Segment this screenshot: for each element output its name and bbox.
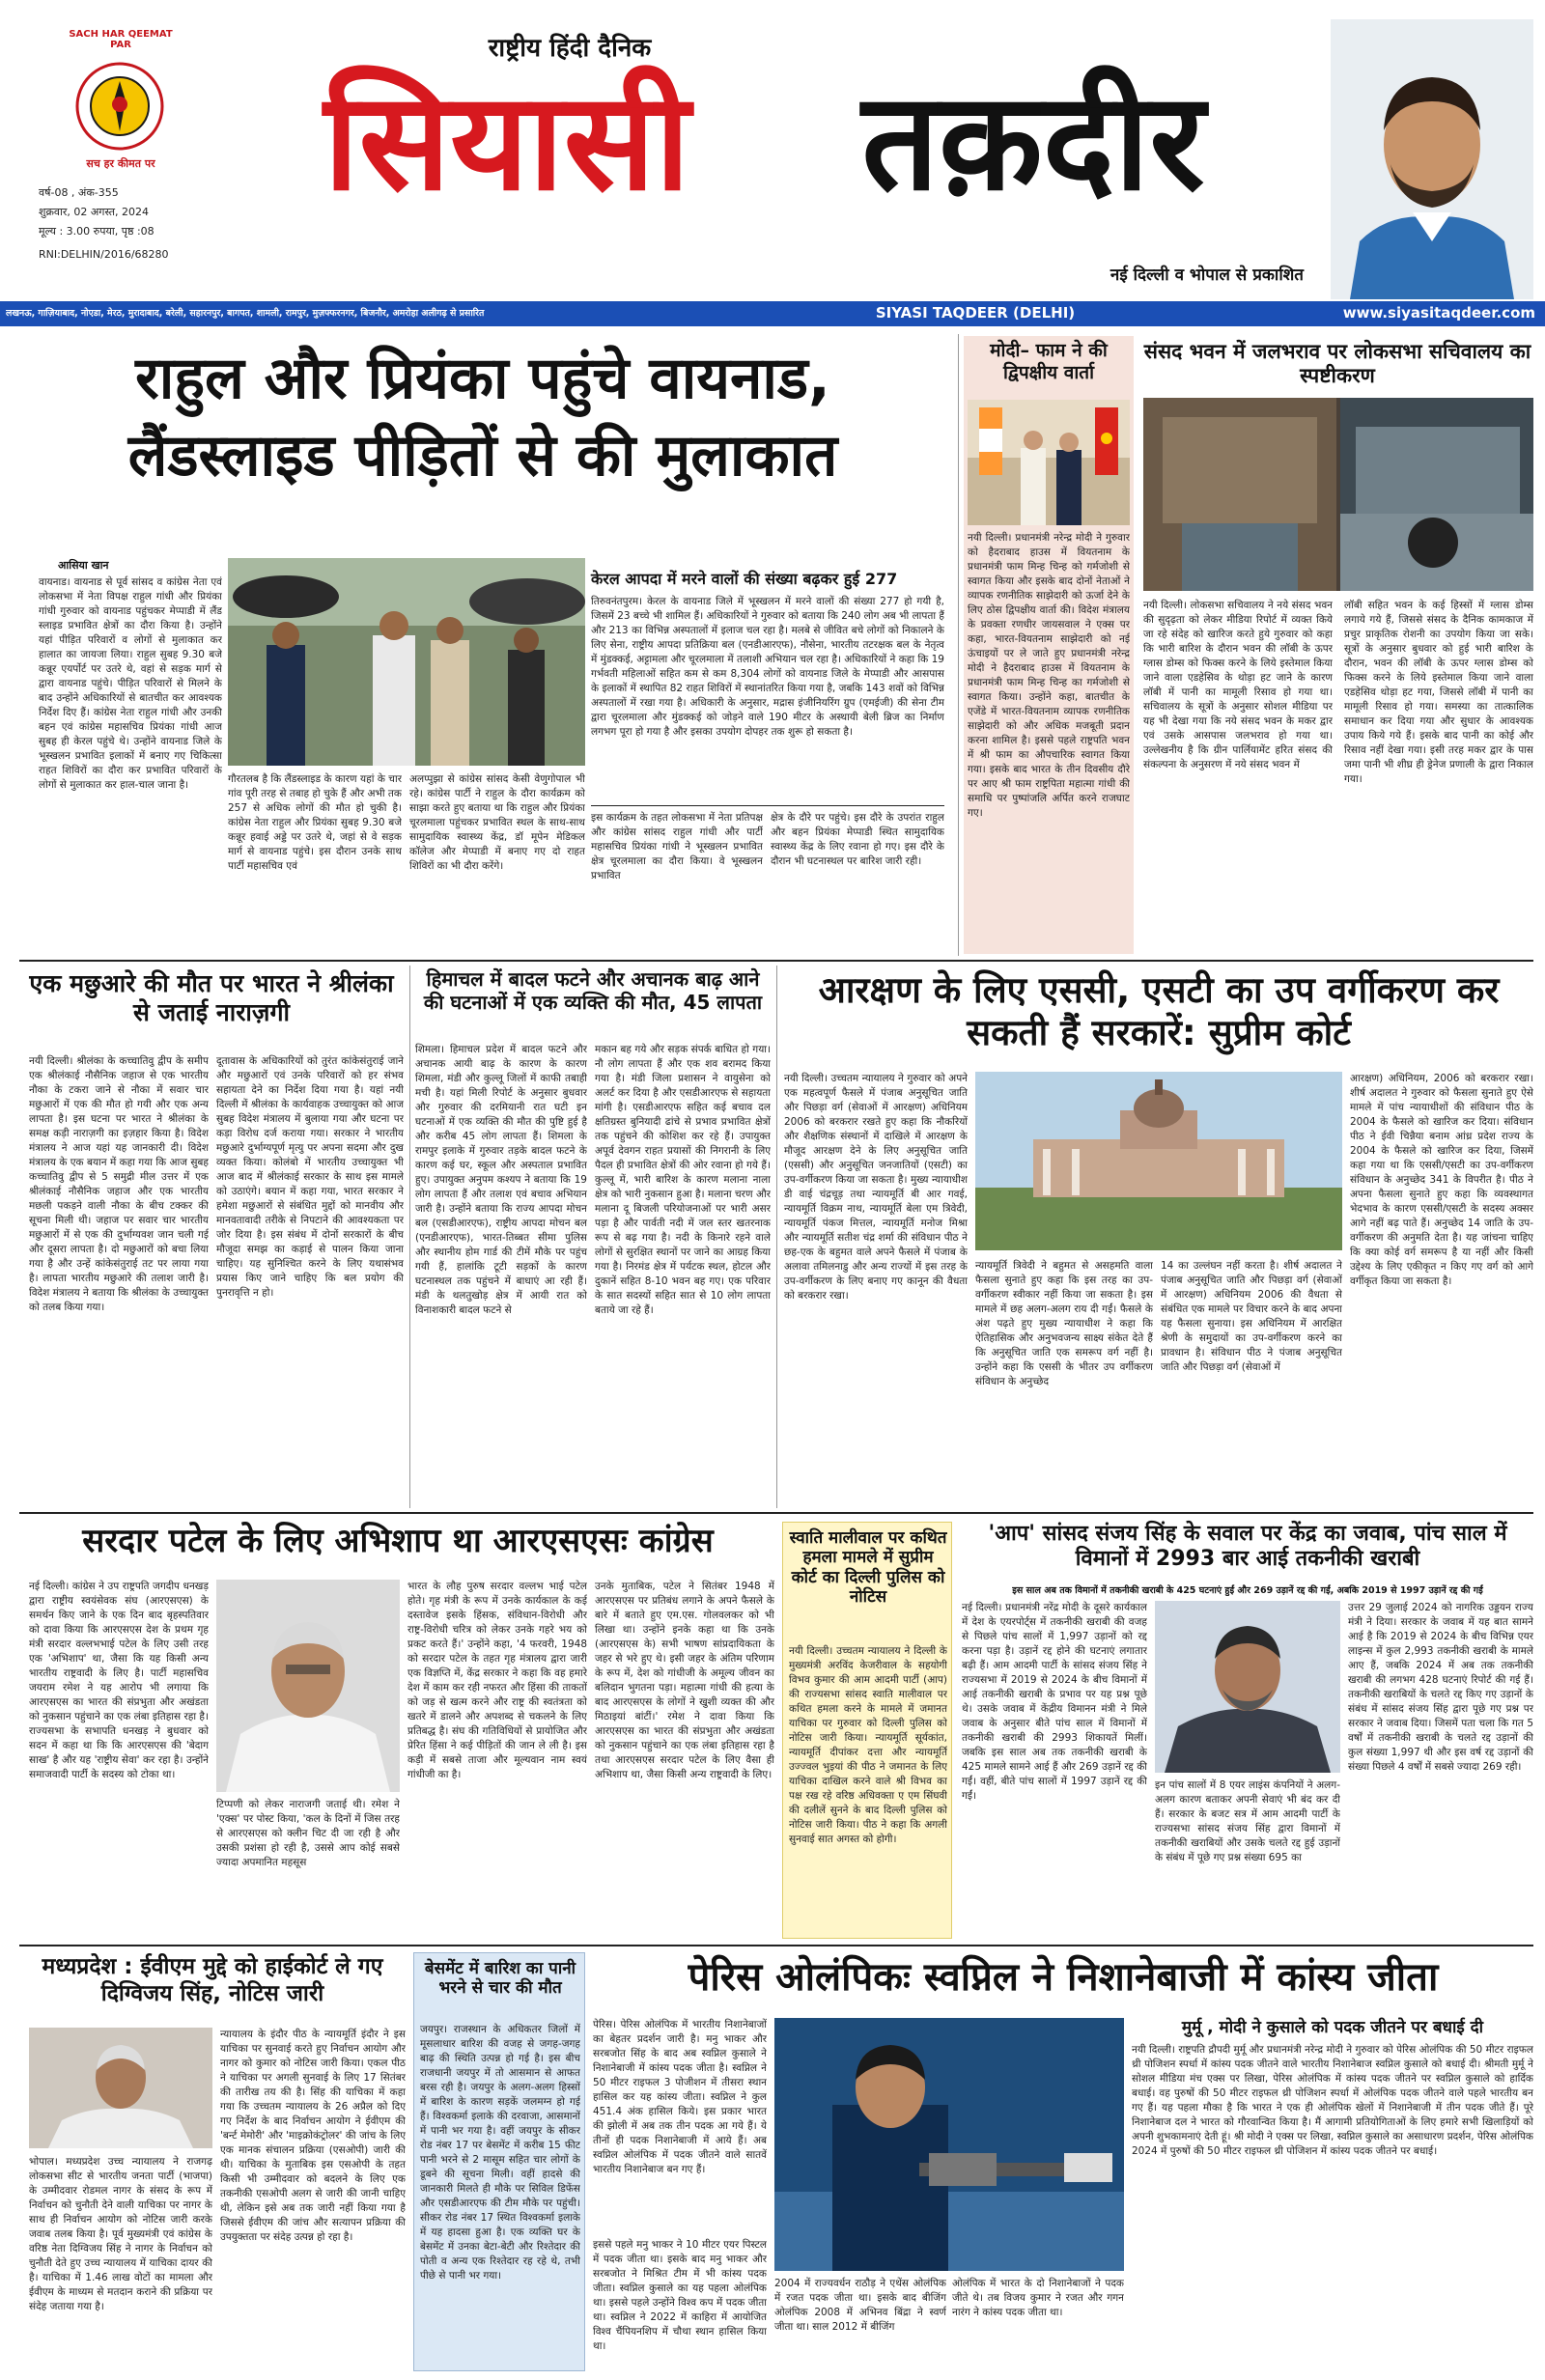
modi-photo (968, 400, 1130, 525)
basement-text: जयपुर। राजस्थान के अधिकतर जिलों में मूसलाधार बारिश की वजह से जगह-जगह बाढ़ की स्थिति उत्पन्न हो गई है। इस बीच राजधानी जयपुर में तो आसमान से आफत बरस रही है। जयपुर के अलग-अलग हिस्सों में बारिश के कारण सड़कें जलमग्न हो गई हैं। विश्वकर्मा इलाके की दरवाजा, आसमानों में पानी भर गया है। वहीं जयपुर के सीकर रोड नंबर 17 पर बेसमेंट में करीब 15 फीट पानी भरने से 2 मासूम सहित चार लोगों के डूबने की सूचना मिली। वहीं हादसे की जानकारी मिलते ही मौके पर सिविल डिफेंस और एसडीआरएफ की टीम मौके पर पहुंची। सीकर रोड नंबर 17 स्थित विश्वकर्मा इलाके में यह हादसा हुआ है। एक व्यक्ति घर के बेसमेंट में उनका बेटा-बेटी और रिश्तेदार की पोती व अन्य एक रिश्तेदार रह रहे थे, तभी पीछे से पानी भर गया। (420, 2024, 580, 2282)
mp-column-2: न्यायालय के इंदौर पीठ के न्यायमूर्ति इंदौर ने इस याचिका पर सुनवाई करते हुए निर्वाचन आयोग और नागर को कुमार को नोटिस जारी किया। एकल पीठ ने याचिका पर अगली सुनवाई के लिए 17 सितंबर की तारीख तय की है। सिंह की याचिका में कहा गया कि उच्चतम न्यायालय के 26 अप्रैल को दिए गए निर्देश के बाद निर्वाचन आयोग ने ईवीएम की 'बर्न्ट मेमोरी' और 'माइक्रोकंट्रोलर' की जांच के लिए एक मानक संचालन प्रक्रिया (एसओपी) जारी की थी। याचिका के मुताबिक इस एसओपी के तहत किसी भी उम्मीदवार को बदलने के लिए एक तकनीकी एसओपी अलग से जारी की जानी चाहिए थी, लेकिन इसे अब तक जारी नहीं किया गया है जिससे ईवीएम की जांच और सत्यापन प्रक्रिया की उपयुक्तता पर संदेह उत्पन्न हो रहा है। (220, 2029, 406, 2243)
cities-list: लखनऊ, गाज़ियाबाद, नोएडा, मेरठ, मुरादाबाद, बरेली, सहारनपुर, बागपत, शामली, रामपुर, मुज़फ्फरनगर, बिजनौर, अमरोहा अलीगढ़ से प्रसारित (6, 308, 485, 319)
rni-number: RNI:DELHIN/2016/68280 (39, 248, 169, 261)
issue-number: वर्ष-08 , अंक-355 (39, 186, 119, 199)
section-divider (19, 1945, 1533, 1946)
srilanka-column-2: दूतावास के अधिकारियों को तुरंत कांकेसंतुराई जाने और मछुआरों एवं उनके परिवारों को हर संभव सहायता देने का निर्देश दिया गया है। यहां नयी दिल्ली में श्रीलंका के कार्यवाहक उच्चायुक्त को आज सुबह विदेश मंत्रालय में बुलाया गया और घटना पर कड़ा विरोध दर्ज कराया गया। सरकार ने भारतीय मछुआरे दुर्भाग्यपूर्ण मृत्यु पर अपना सदमा और दुख व्यक्त किया। कोलंबो में भारतीय उच्चायुक्त भी आज बाद में श्रीलंकाई सरकार के साथ इस मामले को उठाएंगे। बयान में कहा गया, भारत सरकार ने हमेशा मछुआरों से संबंधित मुद्दों को मानवीय और मानवतावादी तरीके से निपटाने की आवश्यकता पर जोर दिया है। इस संबंध में दोनों सरकारों के बीच मौजूदा समझ का कड़ाई से पालन किया जाना चाहिए। यह सुनिश्चित करने के लिए यथासंभव प्रयास किए जाने चाहिए कि बल प्रयोग की पुनरावृत्ति न हो। (216, 1055, 404, 1299)
reservation-column-1: नयी दिल्ली। उच्चतम न्यायालय ने गुरुवार को अपने एक महत्वपूर्ण फैसले में पंजाब अनुसूचित जाति और पिछड़ा वर्ग (सेवाओं में आरक्षण) अधिनियम 2006 को बरकरार रखते हुए कहा कि नौकरियों और शैक्षणिक संस्थानों में दाखिले में आरक्षण के मौजूद आरक्षण देने के लिए अनुसूचित जाति (एससी) और अनुसूचित जनजातियों (एसटी) का उप-वर्गीकरण किया जा सकता है। मुख्य न्यायाधीश डी वाई चंद्रचूड़ तथा न्यायमूर्ति बी आर गवई, न्यायमूर्ति विक्रम नाथ, न्यायमूर्ति बेला एम त्रिवेदी, न्यायमूर्ति पंकज मित्तल, न्यायमूर्ति मनोज मिश्रा और न्यायमूर्ति सतीश चंद्र शर्मा की संविधान पीठ ने छह-एक के बहुमत वाले अपने फैसले में पंजाब के अलावा तमिलनाडु और अन्य राज्यों में इस तरह के उप-वर्गीकरण के लिए बनाए गए कानून की वैधता को बरकरार रखा। (784, 1073, 968, 1302)
masthead-tagline: नई दिल्ली व भोपाल से प्रकाशित (1110, 266, 1304, 285)
section-divider (19, 1512, 1533, 1514)
section-divider (19, 960, 1533, 962)
issue-price: मूल्य : 3.00 रुपया, पृष्ठ :08 (39, 225, 154, 238)
patel-column-1: नई दिल्ली। कांग्रेस ने उप राष्ट्रपति जगदीप धनखड़ द्वारा राष्ट्रीय स्वयंसेवक संघ (आरएसएस) के समर्थन किए जाने के एक दिन बाद बृहस्पतिवार को दावा किया कि आरएसएस देश के प्रथम गृह मंत्री सरदार वल्लभभाई पटेल के लिए उसी तरह एक 'अभिशाप' था, जैसा कि यह किसी अन्य भारतीय राष्ट्रवादी के लिए है। पार्टी महासचिव जयराम रमेश ने यह आरोप भी लगाया कि आरएसएस का भारत की संप्रभुता और अखंडता को नुकसान पहुंचाने का एक लंबा इतिहास रहा है। राज्यसभा के सभापति धनखड़ ने बुधवार को सदन में कहा था कि कि आरएसएस की 'बेदाग साख' है और यह 'राष्ट्रीय सेवा' कर रहा है। उन्होंने समाजवादी पार्टी के सदस्य को टोका था। (29, 1581, 209, 1780)
lead-headline-1: राहुल और प्रियंका पहुंचे वायनाड, (135, 345, 830, 412)
paris-column-2: इससे पहले मनु भाकर ने 10 मीटर एयर पिस्टल में पदक जीता था। इसके बाद मनु भाकर और सरबजोत ने मिश्रित टीम में भी कांस्य पदक जीता। स्वप्निल कुसाले का यह पहला ओलंपिक था। इससे पहले उन्होंने विश्व कप में पदक जीता था। स्वप्निल ने 2022 में काहिरा में आयोजित विश्व चैंपियनशिप में चौथा स्थान हासिल किया था। (593, 2239, 767, 2352)
reservation-column-3: न्यायमूर्ति त्रिवेदी ने बहुमत से असहमति वाला फैसला सुनाते हुए कहा कि इस तरह का उप-वर्गीकरण स्वीकार नहीं किया जा सकता है। इस मामले में छह अलग-अलग राय दी गईं। फैसले के अंश पढ़ते हुए मुख्य न्यायाधीश ने कहा कि ऐतिहासिक और अनुभवजन्य साक्ष्य संकेत देते हैं कि अनुसूचित जाति एक समरूप वर्ग नहीं है। उन्होंने कहा कि एससी के भीतर उप वर्गीकरण संविधान के अनुच्छेद (975, 1260, 1153, 1387)
paris-sub-text: नयी दिल्ली। राष्ट्रपति द्रौपदी मुर्मू और प्रधानमंत्री नरेन्द्र मोदी ने गुरुवार को पेरिस ओलंपिक की 50 मीटर राइफल थ्री पोजिशन स्पर्धा में कांस्य पदक जीतने वाले भारतीय निशानेबाज स्वप्निल कुसाले को बधाई दी। श्रीमती मुर्मू ने सोशल मीडिया मंच एक्स पर लिखा, पेरिस ओलंपिक में कांस्य पदक जीतने पर स्वप्निल कुसाले को हार्दिक बधाई। वह पुरुषों की 50 मीटर राइफल थ्री पोजिशन स्पर्धा में ओलंपिक पदक जीतने वाले पहले भारतीय बन गए हैं। यह पहला मौका है कि भारत ने एक ही ओलंपिक खेलों में निशानेबाजी में तीन पदक जीते हैं। पूरे निशानेबाज दल ने भारत को गौरवान्वित किया है। मैं आगामी प्रतियोगिताओं के लिए हमारे सभी खिलाड़ियों को अपनी शुभकामनाएं देती हूं। श्री मोदी ने एक्स पर लिखा, स्वप्निल कुसाले का असाधारण प्रदर्शन, पेरिस ओलंपिक 2024 में पुरुषों की 50 मीटर राइफल थ्री पोजिशन में कांस्य पदक जीतने पर बधाई। (1132, 2044, 1533, 2157)
logo-top-text: SACH HAR QEEMAT PAR (69, 29, 173, 50)
reservation-column-4: 14 का उल्लंघन नहीं करता है। शीर्ष अदालत ने पंजाब अनुसूचित जाति और पिछड़ा वर्ग (सेवाओं में आरक्षण) अधिनियम 2006 की वैधता से संबंधित एक मामले पर विचार करने के बाद अपना यह फैसला सुनाया। इस अधिनियम में आरक्षित श्रेणी के समुदायों का उप-वर्गीकरण करने का प्रावधान है। संविधान पीठ ने पंजाब अनुसूचित जाति और पिछड़ा वर्ग (सेवाओं में (1161, 1260, 1342, 1373)
himachal-headline: हिमाचल में बादल फटने और अचानक बाढ़ आने की घटनाओं में एक व्यक्ति की मौत, 45 लापता (423, 967, 763, 1014)
column-divider (776, 966, 777, 1508)
mp-headline: मध्यप्रदेश : ईवीएम मुद्दे को हाईकोर्ट ले गए दिग्विजय सिंह, नोटिस जारी (42, 1954, 383, 2006)
basement-box (413, 1952, 585, 2371)
lead-sub-divider (591, 805, 944, 806)
patel-column-3: भारत के लौह पुरुष सरदार वल्लभ भाई पटेल होते। गृह मंत्री के रूप में उनके कार्यकाल के कई दस्तावेज इसके हिंसक, संविधान-विरोधी और राष्ट्र-विरोधी चरित्र को लेकर उनके गहरे भय को प्रकट करते हैं।' उन्होंने कहा, '4 फरवरी, 1948 को सरदार पटेल के तहत गृह मंत्रालय द्वारा जारी एक विज्ञप्ति में, केंद्र सरकार ने कहा कि वह हमारे देश में काम कर रही नफरत और हिंसा की ताकतों को जड़ से खत्म करने और राष्ट्र की स्वतंत्रता को खतरे में डालने और अपशब्द से चकलने के लिए प्रतिबद्ध है। संघ की गतिविधियों से प्रायोजित और प्रेरित हिंसा ने कई पीड़ितों की जान ले ली है। इस कड़ी में सबसे ताजा और मूल्यवान नाम स्वयं गांधीजी का है। (407, 1581, 587, 1780)
aap-subhead: इस साल अब तक विमानों में तकनीकी खराबी के 425 घटनाएं हुईं और 269 उड़ानें रद्द की गईं, अबकि 2019 से 1997 उड़ानें रद्द की गईं (1012, 1585, 1483, 1596)
patel-column-2: टिप्पणी को लेकर नाराजगी जताई थी। रमेश ने 'एक्स' पर पोस्ट किया, 'कल के दिनों में जिस तरह से आरएसएस को क्लीन चिट दी जा रही है और उसकी प्रशंसा हो रही है, उससे आप कोई सबसे ज्यादा अपमानित महसूस (216, 1799, 400, 1868)
lead-column-1: वायनाड। वायनाड से पूर्व सांसद व कांग्रेस नेता एवं लोकसभा में नेता विपक्ष राहुल गांधी और प्रियंका गांधी गुरुवार को वायनाड पहुंचकर मेप्पाडी में लैंड स्लाइड प्रभावित क्षेत्रों का दौरा किया है। उन्होंने यहां पीड़ित परिवारों व लोगों से मुलाकात कर हालात का जायजा लिया। राहुल सुबह 9.30 बजे कन्नूर एयर्पोर्ट पर उतरे थे, वहां से सड़क मार्ग से द्वारा वायनाड पहुंचे। पीड़ित परिवारों से मिलने के बाद उन्होंने अधिकारियों से बातचीत कर आवश्यक निर्देश दिए हैं। कांग्रेस नेता राहुल गांधी और उनकी बहन एवं कांग्रेस महासचिव प्रियंका गांधी आज सुबह ही केरल पहुंचे थे। उन्होंने वायनाड जिले के भूस्खलन प्रभावित इलाकों में बनाए गए चिकित्सा राहत शिविरों का दौरा कर प्रभावित परिवारों के लोगों से मुलाकात कर हाल-चाल जाना है। (39, 576, 222, 791)
logo (75, 62, 164, 151)
sanjay-singh-photo (1155, 1601, 1340, 1773)
swati-text: नयी दिल्ली। उच्चतम न्यायालय ने दिल्ली के मुख्यमंत्री अरविंद केजरीवाल के सहयोगी विभव कुमार की आम आदमी पार्टी (आप) की राज्यसभा सांसद स्वाति मालीवाल पर कथित हमला करने के मामले में जमानत याचिका पर गुरुवार को दिल्ली पुलिस को नोटिस जारी किया। न्यायमूर्ति सूर्यकांत, न्यायमूर्ति दीपांकर दत्ता और न्यायमूर्ति उज्ज्वल भुइयां की पीठ ने जमानत के लिए याचिका दाखिल करने वाले श्री विभव का पक्ष रख रहे वरिष्ठ अधिवक्ता ए एम सिंघवी की दलीलें सुनने के बाद दिल्ली पुलिस को नोटिस जारी किया। पीठ ने कहा कि अगली सुनवाई सात अगस्त को होगी। (789, 1645, 947, 1845)
parliament-headline: संसद भवन में जलभराव पर लोकसभा सचिवालय का स्पष्टीकरण (1143, 340, 1531, 388)
swati-headline: स्वाति मालीवाल पर कथित हमला मामले में सुप्रीम कोर्ट का दिल्ली पुलिस को नोटिस (789, 1528, 947, 1608)
cities-strip (0, 301, 1545, 326)
parliament-column-1: नयी दिल्ली। लोकसभा सचिवालय ने नये संसद भवन की सुदृढ़ता को लेकर मीडिया रिपोर्ट में व्यक्त किये जा रहे संदेह को खारिज करते हुये गुरुवार को कहा कि भारी बारिश के दौरान भवन की लॉबी के ऊपर ग्लास डोम्स को फिक्स करने के लिये इस्तेमाल किया जाने वाला एडहेसिव के थोड़ा हट जाने के कारण लॉबी में पानी का मामूली रिसाव हो गया था। सचिवालय के सूत्रों के अनुसार सोशल मीडिया पर यह भी देखा गया कि नये संसद भवन के मकर द्वार एवं उसके आसपास जलभराव हो गया था। उल्लेखनीय है कि ग्रीन पार्लियामेंट हरित संसद की संकल्पना के अनुसरण में नये संसद भवन में (1143, 600, 1333, 770)
modi-box (964, 336, 1134, 954)
srilanka-headline: एक मछुआरे की मौत पर भारत ने श्रीलंका से जताई नाराज़गी (29, 969, 394, 1026)
swati-box (782, 1522, 952, 1939)
lead-sub-column-1: इस कार्यक्रम के तहत लोकसभा में नेता प्रतिपक्ष और कांग्रेस सांसद राहुल गांधी और पार्टी महासचिव प्रियंका गांधी ने भूस्खलन प्रभावित क्षेत्र चूरलमाला का दौरा किया। वे भूस्खलन प्रभावित (591, 812, 763, 882)
aap-column-3: उत्तर 29 जुलाई 2024 को नागरिक उड्डयन राज्य मंत्री ने दिया। सरकार के जवाब में यह बात सामने आई है कि 2019 से 2024 के बीच विभिन्न एयर लाइन्स में कुल 2,993 तकनीकी खराबी के मामले आए हैं, जबकि 2024 में अब तक तकनीकी खराबी की लगभग 428 घटनाएं रिपोर्ट की गई हैं। तकनीकी खराबियों के चलते रद्द किए गए उड़ानों के संबंध में सांसद संजय सिंह द्वारा पूछे गए प्रश्न पर सरकार ने जवाब दिया। जिसमें पता चला कि गत 5 वर्षों में तकनीकी खराबी के चलते रद्द उड़ानों की कुल संख्या 1,997 थी और इस वर्ष रद्द उड़ानों की संख्या पिछले 4 वर्षों में सबसे ज्यादा 269 रही। (1348, 1602, 1533, 1773)
issue-date: शुक्रवार, 02 अगस्त, 2024 (39, 206, 150, 218)
supreme-court-photo (975, 1072, 1342, 1250)
paris-column-3: ओलंपिक में भारत के दो निशानेबाजों ने पदक जीते थे। तब विजय कुमार ने रजत और गगन नारंग ने कांस्य पदक जीता था। (952, 2278, 1124, 2318)
column-divider (958, 334, 959, 956)
masthead-title-red: सियासी (323, 64, 690, 221)
column-divider (409, 966, 410, 1508)
patel-column-4: उनके मुताबिक, पटेल ने सितंबर 1948 में आरएसएस पर प्रतिबंध लगाने के अपने फैसले के बारे में बताते हुए एम.एस. गोलवलकर को भी लिखा था। उन्होंने इनके कहा था कि उनके (आरएसएस के) सभी भाषण सांप्रदायिकता के जहर से भरे हुए थे। इसी जहर के अंतिम परिणाम के रूप में, देश को गांधीजी के अमूल्य जीवन का बलिदान भुगतना पड़ा। महात्मा गांधी की हत्या के बाद आरएसएस के लोगों ने खुशी व्यक्त की और मिठाइयां बांटीं।' रमेश ने दावा किया कि आरएसएस का भारत की संप्रभुता और अखंडता को नुकसान पहुंचाने का एक लंबा इतिहास रहा है तथा आरएसएस सरदार पटेल के लिए वैसा ही अभिशाप था, जैसा किसी अन्य राष्ट्रवादी के लिए। (595, 1581, 774, 1780)
reservation-column-2: आरक्षण) अधिनियम, 2006 को बरकरार रखा। शीर्ष अदालत ने गुरुवार को फैसला सुनाते हुए ऐसे मामले में पांच न्यायाधीशों की संविधान पीठ के 2004 के फैसले को खारिज कर दिया। संविधान पीठ ने ईवी चिन्नैया बनाम आंध्र प्रदेश राज्य के 2004 के फैसले को खारिज कर दिया, जिसमें कहा गया था कि एससी/एसटी का उप-वर्गीकरण संविधान के अनुच्छेद 341 के विपरीत है। पीठ ने अपना फैसला सुनाते हुए कहा कि व्यवस्थागत भेदभाव के कारण एससी/एसटी के सदस्य अक्सर आगे नहीं बढ़ पाते हैं। अनुच्छेद 14 जाति के उप-वर्गीकरण की अनुमति देता है। यह जांचना चाहिए कि क्या कोई वर्ग समरूप है या नहीं और किसी उद्देश्य के लिए एकीकृत न किए गए वर्ग को आगे वर्गीकृत किया जा सकता है। (1350, 1073, 1533, 1287)
himachal-column-1: शिमला। हिमाचल प्रदेश में बादल फटने और अचानक आयी बाढ़ के कारण के कारण शिमला, मंडी और कुल्लू जिलों में काफी तबाही मची है। यहां मिली रिपोर्ट के अनुसार बुधवार और गुरुवार की दरमियानी रात घटी इन घटनाओं में एक व्यक्ति की मौत की पुष्टि हुई है और करीब 45 लोग लापता हैं। शिमला के रामपुर इलाके में गुरुवार तड़के बादल फटने के कारण कई घर, स्कूल और अस्पताल प्रभावित हुए। उपायुक्त अनुपम कश्यप ने बताया कि 19 लोग लापता हैं और तलाश एवं बचाव अभियान जारी है। उन्होंने बताया कि राज्य आपदा मोचन बल (एसडीआरएफ), राष्ट्रीय आपदा मोचन बल (एनडीआरएफ), भारत-तिब्बत सीमा पुलिस और स्थानीय होम गार्ड की टीमें मौके पर पहुंच गयी हैं, हालांकि टूटी सड़कों के कारण घटनास्थल तक पहुंचने में बाधाएं आ रही हैं। मंडी के थलतुखोड़ क्षेत्र में आयी रात को विनाशकारी बादल फटने से (415, 1044, 587, 1316)
modi-headline: मोदी– फाम ने की द्विपक्षीय वार्ता (990, 340, 1108, 383)
masthead (0, 0, 1545, 301)
paris-sub-headline: मुर्मू , मोदी ने कुसाले को पदक जीतने पर बधाई दी (1181, 2018, 1484, 2037)
mp-column-1: भोपाल। मध्यप्रदेश उच्च न्यायालय ने राजगढ़ लोकसभा सीट से भारतीय जनता पार्टी (भाजपा) के उम्मीदवार रोडमल नागर के संसद के रूप में निर्वाचन को चुनौती देने वाली याचिका पर नागर के साथ ही निर्वाचन आयोग को नोटिस जारी करके जवाब तलब किया है। पूर्व मुख्यमंत्री एवं कांग्रेस के वरिष्ठ नेता दिग्विजय सिंह ने नागर के निर्वाचन को चुनौती देते हुए उच्च न्यायालय में याचिका दायर की है। याचिका में 1.46 लाख वोटों का मामला और ईवीएम के माध्यम से मतदान कराने की प्रक्रिया पर संदेह जताया गया है। (29, 2156, 212, 2312)
masthead-title-black: तक़दीर (861, 64, 1205, 221)
parliament-photo (1143, 398, 1533, 591)
lead-sub-headline: केरल आपदा में मरने वालों की संख्या बढ़कर हुई 277 (591, 570, 898, 588)
aap-column-1: नई दिल्ली। प्रधानमंत्री नरेंद्र मोदी के दूसरे कार्यकाल में देश के एयरपोर्ट्स में तकनीकी खराबी की वजह से पिछले पांच सालों में 1,997 उड़ानों को रद्द करना पड़ा है। उड़ानें रद्द होने की घटनाएं लगातार बढ़ी हैं। आम आदमी पार्टी के सांसद संजय सिंह ने राज्यसभा में 2019 से 2024 के बीच विमानों में आई तकनीकी खराबी के प्रभाव पर यह प्रश्न पूछे थे। उसके जवाब में केंद्रीय विमानन मंत्री ने मिले जवाब के अनुसार बीते पांच साल में विमानों में तकनीकी खराबी की 2993 शिकायतें मिलीं। जबकि इस साल अब तक तकनीकी खराबी के 425 मामले सामने आई हैं और 269 उड़ानें रद्द की गईं। वहीं, बीते पांच सालों में 1997 उड़ानें रद्द की गईं। (962, 1602, 1147, 1802)
aap-headline: 'आप' सांसद संजय सिंह के सवाल पर केंद्र का जवाब, पांच साल में विमानों में 2993 बार आई तकनीकी खराबी (988, 1522, 1507, 1572)
himachal-column-2: मकान बह गये और सड़क संपर्क बाधित हो गया। नौ लोग लापता हैं और एक शव बरामद किया गया है। मंडी जिला प्रशासन ने वायुसेना को अलर्ट कर दिया है और एसडीआरएफ से सहायता मांगी है। एसडीआरएफ सहित कई बचाव दल क्षतिग्रस्त बुनियादी ढांचे से प्रभाव प्रभावित क्षेत्रों तक पहुंचने की कोशिश कर रहे हैं। उपायुक्त अपूर्व देवगन राहत प्रयासों की निगरानी के लिए पैदल ही प्रभावित क्षेत्रों की ओर रवाना हो गये हैं। कुल्लू में, भारी बारिश के कारण मलाना नाला क्षेत्र को भारी नुकसान हुआ है। मलाना चरण और मलाना दू बिजली परियोजनाओं पर भारी असर पड़ा है और पार्वती नदी में जल स्तर खतरनाक रूप से बढ़ गया है। नदी के किनारे रहने वाले लोगों से सुरक्षित स्थानों पर जाने का आग्रह किया गया है। निरमंड क्षेत्र में पर्यटक स्थल, होटल और दुकानें सहित 8-10 भवन बह गए। एक परिवार के सात सदस्यों सहित सात से 10 लोग लापता बताये जा रहे हैं। (595, 1044, 771, 1316)
cricketer-photo (1331, 19, 1533, 299)
basement-headline: बेसमेंट में बारिश का पानी भरने से चार की मौत (424, 1959, 576, 1999)
modi-text: नयी दिल्ली। प्रधानमंत्री नरेन्द्र मोदी ने गुरुवार को हैदराबाद हाउस में वियतनाम के प्रधानमंत्री फाम मिन्ह चिन्ह को गर्मजोशी से स्वागत किया और इसके बाद दोनों नेताओं ने व्यापक रणनीतिक साझेदारी को ऊर्जा देने के लिए ठोस द्विपक्षीय वार्ता की। विदेश मंत्रालय के प्रवक्ता रणधीर जायसवाल ने एक्स पर कहा, भारत-वियतनाम साझेदारी को नई ऊंचाइयों पर ले जाते हुए प्रधानमंत्री नरेन्द्र मोदी ने हैदराबाद हाउस में वियतनाम के प्रधानमंत्री फाम मिन्ह चिन्ह का गर्मजोशी से स्वागत किया। उन्होंने कहा, बातचीत के एजेंडे में भारत-वियतनाम व्यापक रणनीतिक साझेदारी को और अधिक मजबूती प्रदान करना शामिल है। इससे पहले राष्ट्रपति भवन में श्री फाम का औपचारिक स्वागत किया गया। इसके बाद भारत के तीन दिवसीय दौरे पर आए श्री फाम राष्ट्रपिता महात्मा गांधी की समाधि पर पुष्पांजलि अर्पित करने राजघाट गए। (968, 532, 1130, 819)
lead-column-3: अलप्पुझा से कांग्रेस सांसद केसी वेणुगोपाल भी रहे। कांग्रेस पार्टी ने राहुल के दौरा कार्यक्रम को साझा करते हुए बताया था कि राहुल और प्रियंका चूरलमाला पहुंचकर प्रभावित स्थल के साथ-साथ सामुदायिक स्वास्थ्य केंद्र, डॉ मूपेन मेडिकल कॉलेज और मेप्पाडी में बनाए गए दो राहत शिविरों का भी दौरा करेंगे। (409, 773, 585, 872)
edition-label: SIYASI TAQDEER (DELHI) (875, 304, 1076, 322)
paris-headline: पेरिस ओलंपिकः स्वप्निल ने निशानेबाजी में कांस्य जीता (688, 1955, 1439, 2000)
issue-info (39, 183, 232, 265)
digvijay-photo (29, 2028, 212, 2148)
parliament-column-2: लॉबी सहित भवन के कई हिस्सों में ग्लास डोम्स लगाये गये हैं, जिससे संसद के दैनिक कामकाज में प्रचुर प्राकृतिक रोशनी का उपयोग किया जा सके। सूत्रों के अनुसार बुधवार को हुई भारी बारिश के दौरान, भवन की लॉबी के ऊपर ग्लास डोम्स को फिक्स करने के लिये इस्तेमाल किया जाने वाला एडहेसिव थोड़ा हट गया, जिससे लॉबी में पानी का मामूली रिसाव हो गया। समस्या का तात्कालिक समाधान कर दिया गया और सुधार के आवश्यक उपाय किये गये हैं। इसके बाद पानी का कोई और रिसाव नहीं देखा गया। इसी तरह मकर द्वार के पास जमा पानी भी शीघ्र ही ड्रेनेज प्रणाली के द्वारा निकाल गया। (1344, 600, 1533, 785)
patel-headline: सरदार पटेल के लिए अभिशाप था आरएसएसः कांग्रेस (82, 1522, 714, 1560)
lead-column-2: गौरतलब है कि लैंडस्लाइड के कारण यहां के चार गांव पूरी तरह से तबाह हो चुके हैं और अभी तक 257 से अधिक लोगों की मौत हो चुकी है। कांग्रेस नेता राहुल और प्रियंका सुबह 9.30 बजे कन्नूर हवाई अड्डे पर उतरे थे, जहां से वे सड़क मार्ग से वायनाड पहुंचे। इस दौरान उनके साथ पार्टी महासचिव एवं (228, 773, 402, 872)
lead-headline-2: लैंडस्लाइड पीड़ितों से की मुलाकात (127, 422, 838, 490)
paris-caption: 2004 में राज्यवर्धन राठौड़ ने एथेंस ओलंपिक में रजत पदक जीता था। इसके बाद बीजिंग ओलंपिक 2008 में अभिनव बिंद्रा ने स्वर्ण जीता था। साल 2012 में बीजिंग (774, 2278, 946, 2333)
swapnil-photo (774, 2018, 1124, 2271)
srilanka-column-1: नयी दिल्ली। श्रीलंका के कच्चातिवु द्वीप के समीप एक श्रीलंकाई नौसैनिक जहाज से एक भारतीय नौका के टकरा जाने से नौका में सवार चार मछुआरों में एक की मौत हो गयी और एक अन्य लापता है। इस घटना पर भारत ने श्रीलंका के समक्ष कड़ी नाराज़गी का इज़हार किया है। विदेश मंत्रालय ने आज यहां यह जानकारी दी। विदेश मंत्रालय के एक बयान में कहा गया कि आज सुबह कच्चातिवु द्वीप से 5 समुद्री मील उत्तर में एक श्रीलंकाई नौसैनिक जहाज और एक भारतीय मछली पकड़ने वाली नौका के बीच टक्कर की सूचना मिली थी। जहाज पर सवार चार भारतीय मछुआरों में से एक की दुर्भाग्यवश जान चली गई और दूसरा लापता है। दो मछुआरों को बचा लिया गया है और उन्हें कांकेसंतुराई तट पर लाया गया है। लापता भारतीय मछुआरे की तलाश जारी है। विदेश मंत्रालय ने बताया कि श्रीलंका के उच्चायुक्त को तलब किया गया। (29, 1055, 209, 1313)
lead-sub-column-2: क्षेत्र के दौरे पर पहुंचे। इस दौरे के उपरांत राहुल और बहन प्रियंका मेप्पाडी स्थित सामुदायिक स्वास्थ्य केंद्र के लिए रवाना हो गए। इस दौरे के दौरान भी घटनास्थल पर बारिश जारी रही। (771, 812, 944, 867)
paris-column-1: पेरिस। पेरिस ओलंपिक में भारतीय निशानेबाजों का बेहतर प्रदर्शन जारी है। मनु भाकर और सरबजोत सिंह के बाद अब स्वप्निल कुसाले ने निशानेबाजी में कांस्य पदक जीता है। स्वप्निल ने 50 मीटर राइफल 3 पोजीशन में तीसरा स्थान हासिल कर यह कांस्य जीता। स्वप्निल ने कुल 451.4 अंक हासिल किये। इस प्रकार भारत की झोली में अब तक तीन पदक आ गये हैं। ये तीनों ही पदक निशानेबाजी में आये हैं। अब स्वप्निल ओलंपिक में पदक जीतने वाले सातवें भारतीय निशानेबाज बन गए हैं। (593, 2019, 767, 2175)
jairam-ramesh-photo (216, 1580, 400, 1792)
website-link[interactable]: www.siyasitaqdeer.com (1342, 304, 1535, 322)
aap-column-2: इन पांच सालों में 8 एयर लाइंस कंपनियों ने अलग-अलग कारण बताकर अपनी सेवाएं भी बंद कर दी हैं। सरकार के बजट सत्र में आम आदमी पार्टी के राज्यसभा सांसद संजय सिंह द्वारा विमानों में तकनीकी खराबियों और उसके चलते रद्द हुई उड़ानों के संबंध में पूछे गए प्रश्न संख्या 695 का (1155, 1779, 1340, 1863)
reservation-headline: आरक्षण के लिए एससी, एसटी का उप वर्गीकरण कर सकती हैं सरकारें: सुप्रीम कोर्ट (818, 969, 1500, 1054)
lead-photo (228, 558, 585, 766)
lead-sub-text: तिरुवनंतपुरम। केरल के वायनाड जिले में भूस्खलन में मरने वालों की संख्या 277 हो गयी है, जिसमें 23 बच्चे भी शामिल हैं। अधिकारियों ने गुरुवार को बताया कि 240 लोग अब भी लापता हैं और 213 का विभिन्न अस्पतालों में इलाज चल रहा है। मलबे से जीवित बचे लोगों को निकालने के लिए सेना, राष्ट्रीय आपदा प्रतिक्रिया बल (एनडीआरएफ), नौसेना, भारतीय तटरक्षक बल के नेतृत्व में मुंडक्कई, अट्टामला और चूरलमाला में तलाशी अभियान चल रहा है। अधिकारियों ने कहा कि 19 गर्भवती महिलाओं सहित कम से कम 8,304 लोगों को वायनाड जिले के मेप्पाडी और आसपास के इलाकों में स्थापित 82 राहत शिविरों में स्थानांतरित किया गया है, जबकि 143 शवों को विभिन्न अस्पतालों में रखा गया है। अधिकारी के अनुसार, मद्रास इंजीनियरिंग ग्रुप (एमईजी) की सेना टीम द्वारा चूरलमाला और मुंडक्कई को जोड़ने वाले 190 मीटर के अस्थायी बेली ब्रिज का निर्माण लगभग पूरा हो गया है और इसका उपयोग दोपहर तक शुरू हो सकता है। (591, 596, 944, 738)
lead-byline: आसिया खान (58, 559, 109, 572)
masthead-kicker: राष्ट्रीय हिंदी दैनिक (488, 34, 652, 63)
logo-bottom-text: सच हर कीमत पर (86, 157, 155, 170)
